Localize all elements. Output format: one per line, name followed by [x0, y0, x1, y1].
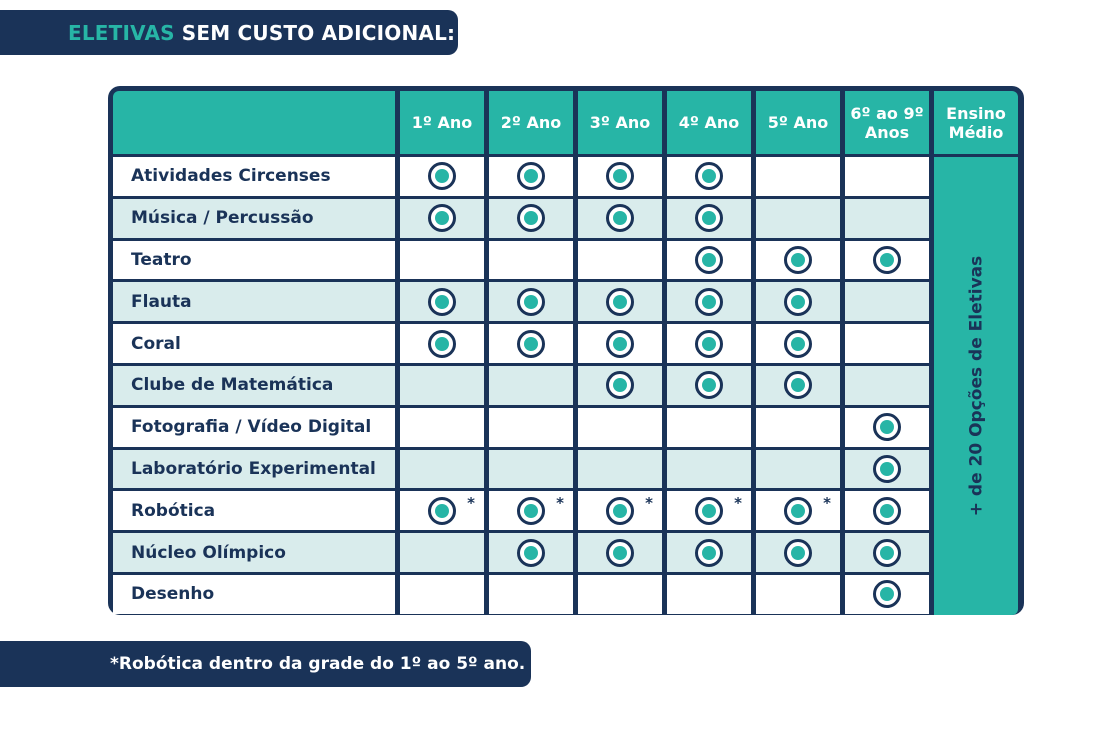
table-cell — [400, 450, 484, 489]
check-dot-icon — [695, 288, 723, 316]
table-cell — [845, 366, 929, 405]
check-dot-icon — [695, 204, 723, 232]
table-cell — [400, 575, 484, 614]
table-cell — [489, 157, 573, 196]
check-dot-icon — [606, 288, 634, 316]
table-cell — [756, 408, 840, 447]
table-cell — [845, 491, 929, 530]
ensino-medio-cell — [934, 157, 1018, 615]
row-label: Núcleo Olímpico — [113, 533, 395, 572]
asterisk-mark: * — [467, 494, 475, 513]
asterisk-mark: * — [734, 494, 742, 513]
title-banner — [0, 10, 458, 55]
check-dot-icon — [517, 204, 545, 232]
table-cell — [845, 408, 929, 447]
table-cell — [756, 575, 840, 614]
table-cell — [489, 324, 573, 363]
check-dot-icon — [517, 330, 545, 358]
table-cell — [578, 408, 662, 447]
table-cell — [578, 575, 662, 614]
row-label: Desenho — [113, 575, 395, 614]
check-dot-icon — [606, 162, 634, 190]
table-cell — [667, 241, 751, 280]
table-cell — [756, 533, 840, 572]
table-cell — [489, 408, 573, 447]
check-dot-icon — [517, 288, 545, 316]
table-cell — [845, 199, 929, 238]
table-cell — [845, 450, 929, 489]
table-cell — [400, 408, 484, 447]
table-cell — [845, 241, 929, 280]
table-cell — [756, 282, 840, 321]
table-cell — [578, 241, 662, 280]
table-cell — [667, 408, 751, 447]
table-cell — [756, 450, 840, 489]
check-dot-icon — [784, 371, 812, 399]
table-cell — [489, 533, 573, 572]
check-dot-icon — [784, 330, 812, 358]
asterisk-mark: * — [823, 494, 831, 513]
table-cell — [400, 282, 484, 321]
column-header: 3º Ano — [578, 91, 662, 154]
check-dot-icon — [695, 330, 723, 358]
table-cell — [489, 575, 573, 614]
table-cell — [578, 282, 662, 321]
table-cell — [489, 241, 573, 280]
title-accent: ELETIVAS — [68, 20, 175, 45]
table-cell — [756, 199, 840, 238]
table-cell — [667, 450, 751, 489]
row-label: Atividades Circenses — [113, 157, 395, 196]
check-dot-icon — [428, 497, 456, 525]
check-dot-icon — [606, 330, 634, 358]
check-dot-icon — [873, 497, 901, 525]
table-cell — [578, 366, 662, 405]
footnote-text: *Robótica dentro da grade do 1º ao 5º ano. — [110, 654, 526, 674]
table-cell — [667, 199, 751, 238]
row-label: Teatro — [113, 241, 395, 280]
check-dot-icon — [517, 162, 545, 190]
row-label: Música / Percussão — [113, 199, 395, 238]
table-cell — [489, 491, 573, 530]
table-cell — [400, 366, 484, 405]
table-cell — [578, 157, 662, 196]
column-header: 1º Ano — [400, 91, 484, 154]
table-cell — [489, 199, 573, 238]
row-label: Robótica — [113, 491, 395, 530]
table-cell — [489, 450, 573, 489]
header-corner — [113, 91, 395, 154]
row-label: Coral — [113, 324, 395, 363]
table-cell — [845, 575, 929, 614]
row-label: Clube de Matemática — [113, 366, 395, 405]
table-cell — [667, 533, 751, 572]
table-cell — [400, 491, 484, 530]
table-cell — [667, 575, 751, 614]
column-header: 2º Ano — [489, 91, 573, 154]
row-label: Flauta — [113, 282, 395, 321]
check-dot-icon — [606, 539, 634, 567]
check-dot-icon — [873, 580, 901, 608]
electives-table — [108, 86, 1024, 615]
table-cell — [667, 491, 751, 530]
check-dot-icon — [784, 539, 812, 567]
check-dot-icon — [606, 204, 634, 232]
table-cell — [489, 282, 573, 321]
table-cell — [845, 533, 929, 572]
table-cell — [667, 324, 751, 363]
table-cell — [489, 366, 573, 405]
table-cell — [578, 491, 662, 530]
table-cell — [578, 450, 662, 489]
table-cell — [400, 241, 484, 280]
table-cell — [578, 199, 662, 238]
column-header: 6º ao 9º Anos — [845, 91, 929, 154]
column-header: 4º Ano — [667, 91, 751, 154]
column-header: 5º Ano — [756, 91, 840, 154]
table-cell — [756, 491, 840, 530]
table-cell — [400, 157, 484, 196]
row-label: Laboratório Experimental — [113, 450, 395, 489]
column-header: Ensino Médio — [934, 91, 1018, 154]
check-dot-icon — [873, 246, 901, 274]
table-cell — [400, 324, 484, 363]
asterisk-mark: * — [556, 494, 564, 513]
check-dot-icon — [695, 246, 723, 274]
check-dot-icon — [606, 497, 634, 525]
check-dot-icon — [695, 371, 723, 399]
table-cell — [667, 157, 751, 196]
check-dot-icon — [784, 497, 812, 525]
title-rest: SEM CUSTO ADICIONAL: — [181, 20, 456, 45]
check-dot-icon — [784, 246, 812, 274]
asterisk-mark: * — [645, 494, 653, 513]
check-dot-icon — [517, 497, 545, 525]
table-cell — [578, 324, 662, 363]
check-dot-icon — [873, 413, 901, 441]
table-cell — [400, 199, 484, 238]
check-dot-icon — [428, 288, 456, 316]
table-cell — [756, 366, 840, 405]
table-cell — [845, 157, 929, 196]
ensino-medio-label: + de 20 Opções de Eletivas — [966, 255, 987, 517]
table-cell — [400, 533, 484, 572]
check-dot-icon — [695, 497, 723, 525]
footnote-banner — [0, 641, 531, 687]
check-dot-icon — [784, 288, 812, 316]
table-cell — [756, 241, 840, 280]
table-cell — [756, 324, 840, 363]
table-cell — [845, 324, 929, 363]
check-dot-icon — [695, 539, 723, 567]
check-dot-icon — [428, 204, 456, 232]
table-cell — [578, 533, 662, 572]
table-cell — [667, 282, 751, 321]
check-dot-icon — [606, 371, 634, 399]
table-cell — [756, 157, 840, 196]
check-dot-icon — [873, 455, 901, 483]
row-label: Fotografia / Vídeo Digital — [113, 408, 395, 447]
check-dot-icon — [873, 539, 901, 567]
check-dot-icon — [695, 162, 723, 190]
check-dot-icon — [428, 330, 456, 358]
check-dot-icon — [428, 162, 456, 190]
check-dot-icon — [517, 539, 545, 567]
table-cell — [667, 366, 751, 405]
table-cell — [845, 282, 929, 321]
